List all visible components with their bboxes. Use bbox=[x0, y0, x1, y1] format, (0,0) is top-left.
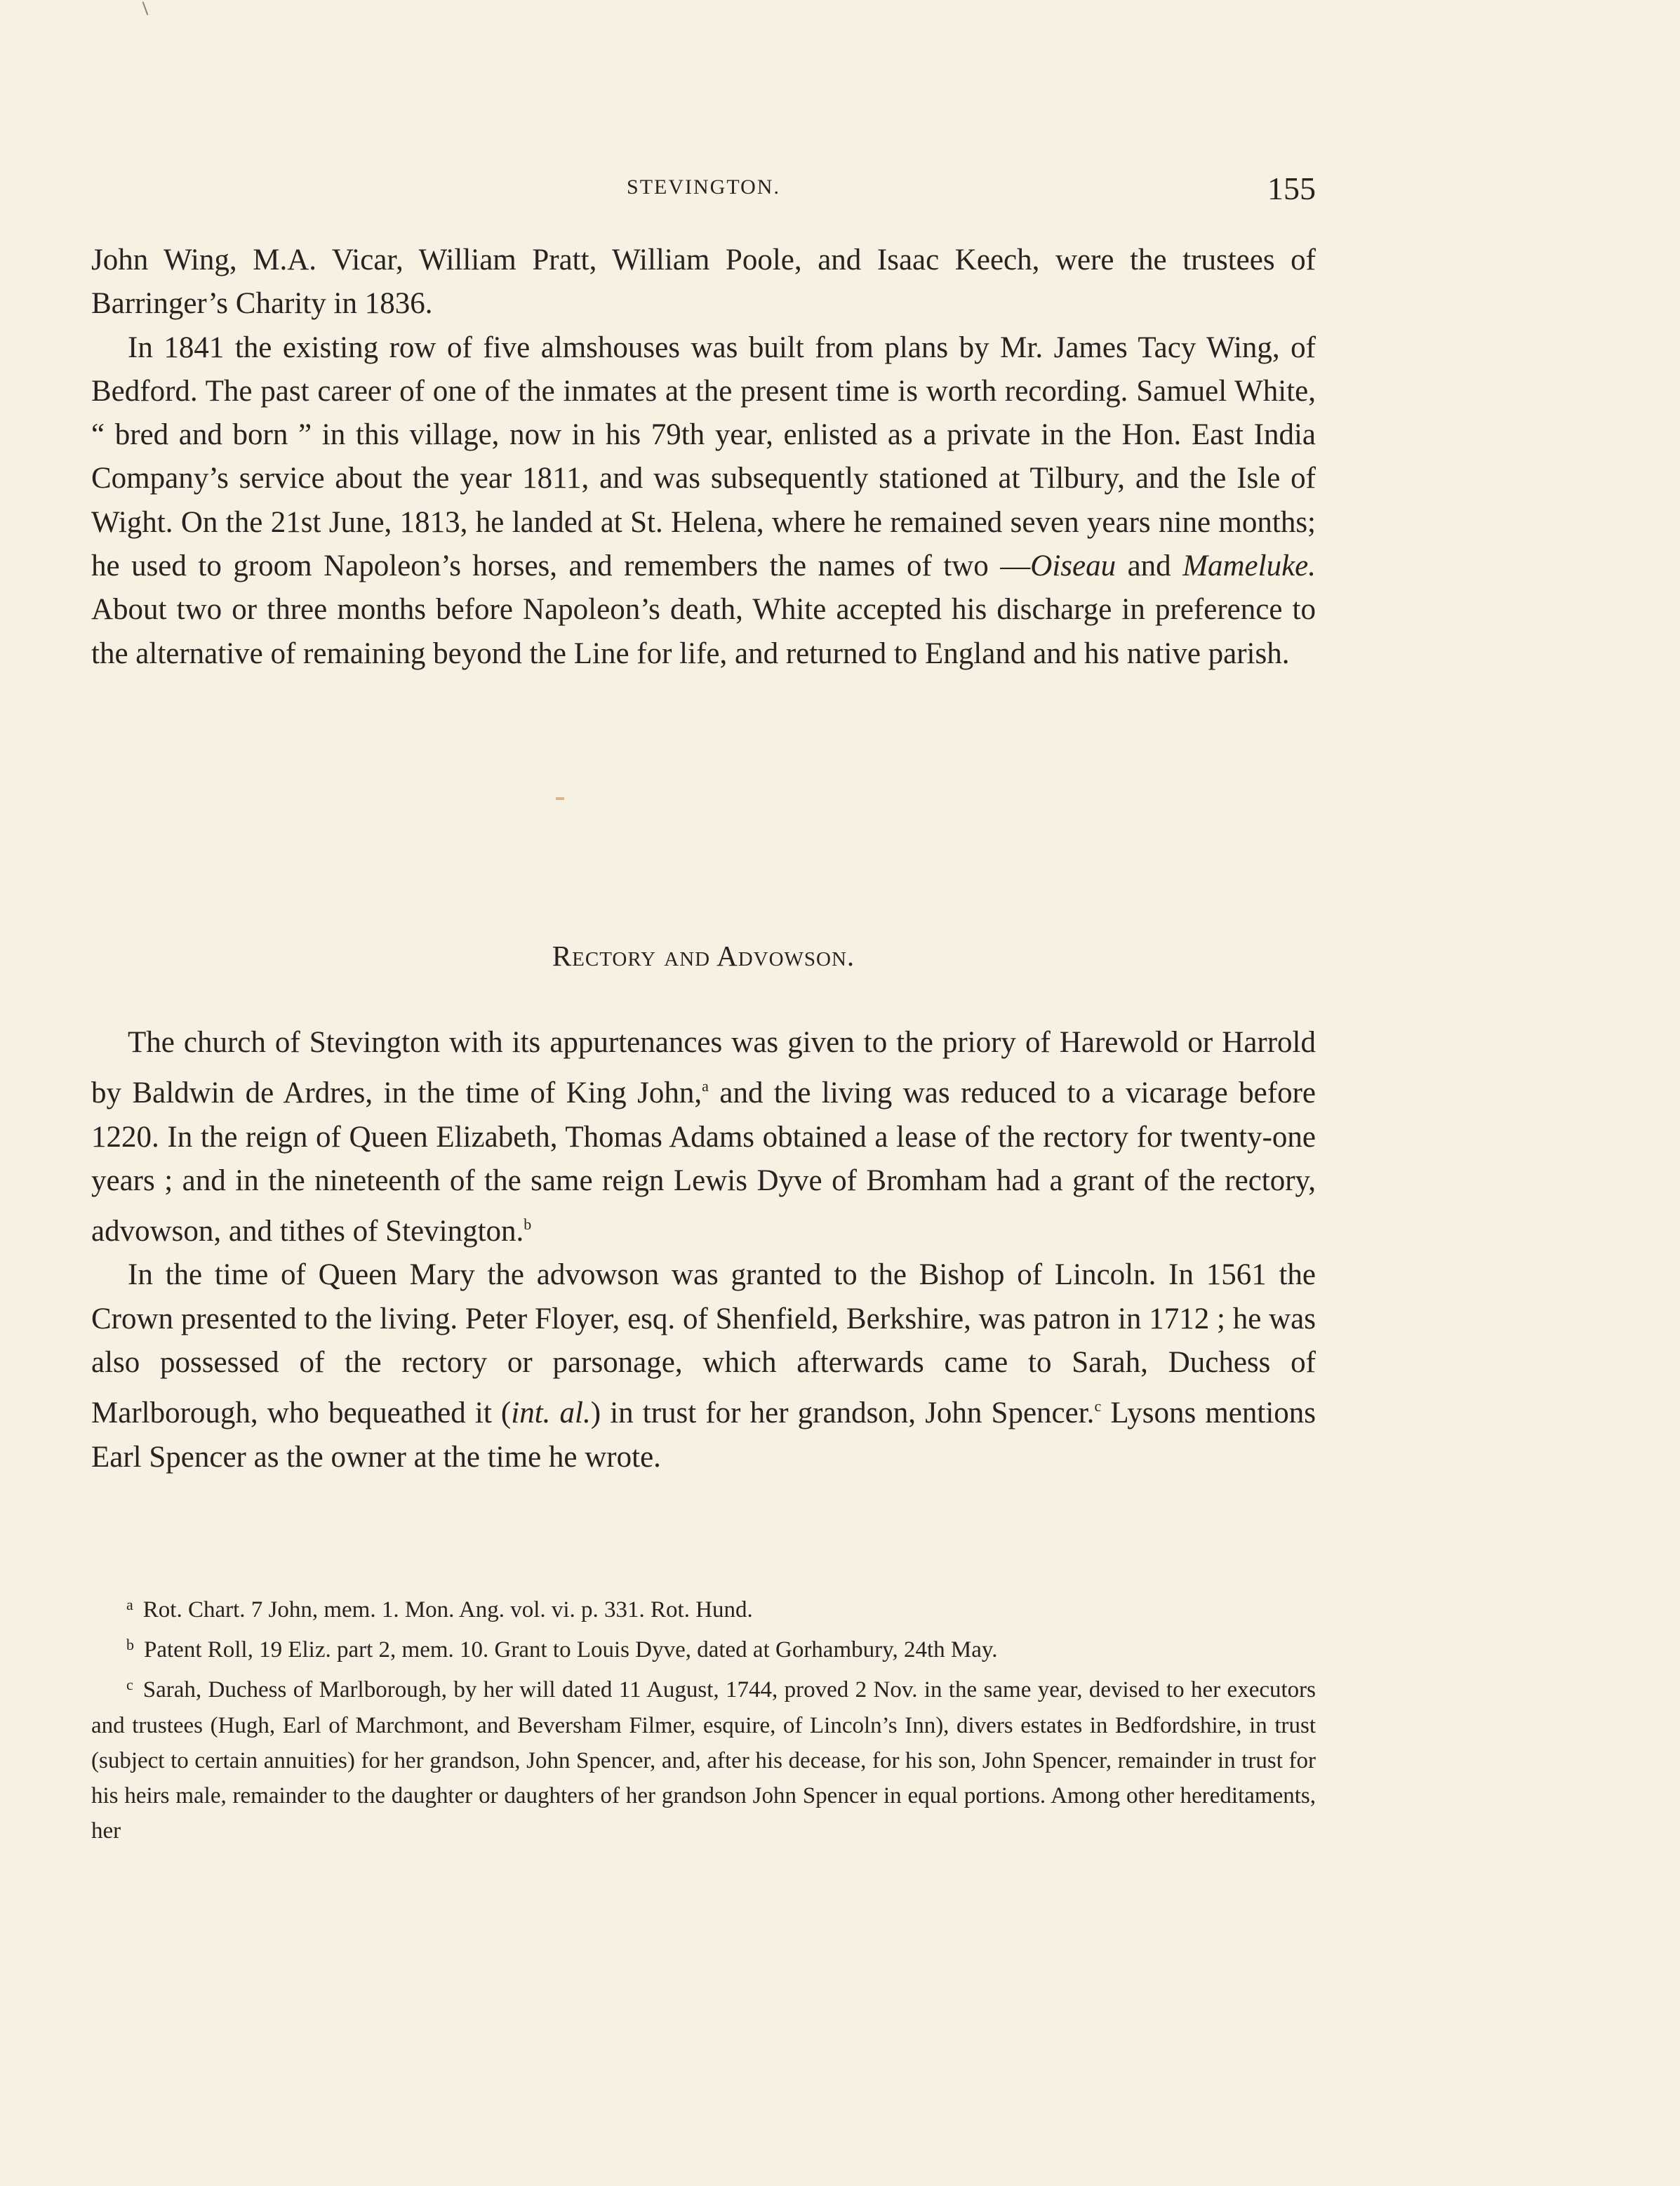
footnote-ref-c: c bbox=[1094, 1397, 1102, 1415]
horse-name-oiseau: Oiseau bbox=[1030, 549, 1116, 583]
paragraph-queen-mary bbox=[91, 1253, 1316, 1479]
almshouses-text-2: About two or three months before Napoleon’s death, White accepted his discharge in preference to the alternative of remaining beyond the Line for life, and returned to England and his native parish. bbox=[91, 593, 1316, 670]
church-text-2: and the living was reduced to a vicarage before 1220. In the reign of Queen Elizabeth, Thomas Adams obtained a lease of the rectory for twenty-one years ; and in the nineteenth of the same reign Lewis Dyve of Bromham had a grant of the rectory, advowson, and tithes of Stevington. bbox=[91, 1077, 1316, 1248]
page-number: 155 bbox=[1267, 171, 1316, 206]
int-al-italic: int. al. bbox=[511, 1397, 591, 1430]
almshouses-text-1: In 1841 the existing row of five almshouses was built from plans by Mr. James Tacy Wing, of Bedford. The past career of one of the inmates at the present time is worth recording. Samuel White, “ bred and born ” in this village, now in his 79th year, enlisted as a private in the Hon. East India Company’s service about the year 1811, and was subsequently stationed at Tilbury, and the Isle of Wight. On the 21st June, 1813, he landed at St. Helena, where he remained seven years nine months; he used to groom Napoleon’s horses, and remembers the names of two — bbox=[91, 331, 1316, 583]
footnote-a-label: a bbox=[126, 1596, 133, 1613]
footnote-b-label: b bbox=[126, 1636, 134, 1654]
footnotes bbox=[91, 1587, 1316, 1848]
queen-mary-text-1: In the time of Queen Mary the advowson was granted to the Bishop of Lincoln. In 1561 the Crown presented to the living. Peter Floyer, esq. of Shenfield, Berkshire, was patron in 1712 ; he was also possessed of the rectory or parsonage, which afterwards came to Sarah, Duchess of Marlborough, who bequeathed it ( bbox=[91, 1258, 1316, 1430]
footnote-a bbox=[91, 1587, 1316, 1627]
footnote-ref-a: a bbox=[702, 1077, 709, 1095]
body-text-rectory bbox=[91, 1021, 1316, 1479]
horse-name-mameluke: Mameluke. bbox=[1182, 549, 1316, 583]
footnote-c-label: c bbox=[126, 1676, 133, 1694]
almshouses-conjunction: and bbox=[1116, 549, 1183, 583]
queen-mary-text-3: Lysons mentions Earl Spencer as the owner at the time he wrote. bbox=[91, 1397, 1316, 1474]
footnote-b-text: Patent Roll, 19 Eliz. part 2, mem. 10. Grant to Louis Dyve, dated at Gorhambury, 24th May. bbox=[144, 1637, 998, 1663]
paragraph-church bbox=[91, 1021, 1316, 1253]
stray-mark bbox=[556, 797, 564, 800]
scan-mark bbox=[142, 1, 149, 15]
page-header bbox=[91, 171, 1316, 211]
footnote-ref-b: b bbox=[524, 1215, 532, 1234]
footnote-c bbox=[91, 1667, 1316, 1848]
paragraph-almshouses bbox=[91, 326, 1316, 676]
church-text-1: The church of Stevington with its appurtenances was given to the priory of Harewold or Harrold by Baldwin de Ardres, in the time of King John, bbox=[91, 1026, 1316, 1110]
section-heading: Rectory and Advowson. bbox=[552, 940, 855, 972]
running-head: STEVINGTON. bbox=[627, 175, 780, 199]
body-text-top bbox=[91, 239, 1316, 676]
footnote-c-text: Sarah, Duchess of Marlborough, by her will dated 11 August, 1744, proved 2 Nov. in the same year, devised to her executors and trustees (Hugh, Earl of Marchmont, and Beversham Filmer, esquire, of Lincoln’s Inn), divers estates in Bedfordshire, in trust (subject to certain annuities) for her grandson, John Spencer, and, after his decease, for his son, John Spencer, remainder in trust for his heirs male, remainder to the daughter or daughters of her grandson John Spencer in equal portions. Among other hereditaments, her bbox=[91, 1677, 1316, 1844]
paragraph-trustees: John Wing, M.A. Vicar, William Pratt, William Poole, and Isaac Keech, were the trustees of Barringer’s Charity in 1836. bbox=[91, 244, 1316, 321]
queen-mary-text-2: ) in trust for her grandson, John Spencer. bbox=[590, 1397, 1095, 1430]
footnote-a-text: Rot. Chart. 7 John, mem. 1. Mon. Ang. vol. vi. p. 331. Rot. Hund. bbox=[142, 1597, 753, 1622]
footnote-b bbox=[91, 1627, 1316, 1667]
